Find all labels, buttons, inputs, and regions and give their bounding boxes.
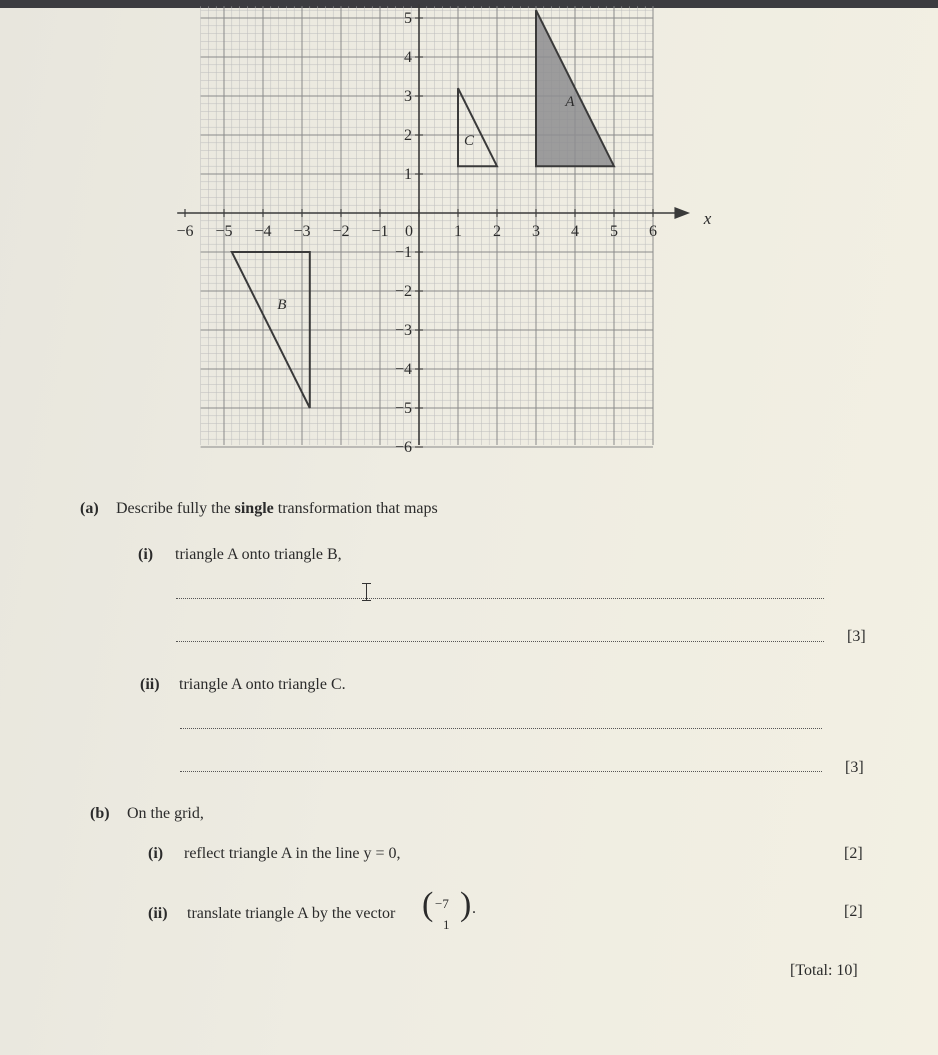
question-b-i-text: reflect triangle A in the line y = 0, — [184, 845, 401, 862]
y-tick-label: 2 — [404, 127, 412, 144]
x-tick-label: 4 — [571, 223, 579, 240]
question-b-label: (b) — [90, 805, 110, 822]
total-marks: [Total: 10] — [790, 962, 858, 979]
y-tick-label: −2 — [394, 283, 412, 300]
triangle-label-b: B — [277, 297, 287, 313]
y-tick-label: 5 — [404, 10, 412, 27]
answer-line-a-i-2[interactable] — [176, 641, 824, 642]
vector-end: . — [472, 900, 476, 917]
triangle-label-a: A — [565, 94, 575, 111]
answer-line-a-ii-1[interactable] — [180, 728, 822, 729]
vector-right-paren: ) — [460, 886, 472, 923]
y-tick-label: 1 — [404, 166, 412, 183]
question-b-ii-label: (ii) — [148, 905, 168, 922]
vector-left-paren: ( — [422, 886, 434, 923]
x-tick-label: 3 — [532, 223, 540, 240]
x-axis-arrow — [674, 207, 690, 219]
y-tick-label: −1 — [394, 244, 412, 261]
x-tick-label: 1 — [454, 223, 462, 240]
vector-top: −7 — [435, 896, 449, 911]
answer-line-a-ii-2[interactable] — [180, 771, 822, 772]
question-b-text: On the grid, — [127, 805, 204, 822]
question-a-i-label: (i) — [138, 546, 154, 563]
question-a-label: (a) — [80, 500, 99, 517]
marks-b-i: [2] — [844, 845, 863, 862]
triangle-label-c: C — [463, 133, 475, 150]
answer-line-a-i-1[interactable] — [176, 598, 824, 599]
question-a-text: Describe fully the single transformation that maps — [116, 500, 438, 517]
x-tick-label: 5 — [610, 223, 618, 240]
x-tick-label: −5 — [215, 223, 233, 240]
x-tick-label: −6 — [176, 223, 194, 240]
coordinate-grid — [0, 0, 938, 470]
x-tick-label: −4 — [254, 223, 272, 240]
x-tick-label: −2 — [332, 223, 350, 240]
marks-a-ii: [3] — [845, 759, 864, 776]
translation-vector — [422, 886, 482, 937]
x-tick-label: −3 — [293, 223, 311, 240]
marks-b-ii: [2] — [844, 903, 863, 920]
y-tick-label: 4 — [404, 49, 412, 66]
question-b-ii-text: translate triangle A by the vector — [187, 905, 396, 922]
question-b-i-label: (i) — [148, 845, 164, 862]
x-tick-label: 6 — [649, 223, 657, 240]
vector-bottom: 1 — [443, 917, 450, 932]
question-a-ii-text: triangle A onto triangle C. — [179, 676, 346, 693]
question-a-i-text: triangle A onto triangle B, — [175, 546, 342, 563]
x-tick-label: 0 — [405, 223, 413, 240]
y-tick-label: 3 — [404, 88, 412, 105]
y-tick-label: −5 — [394, 400, 412, 417]
y-tick-label: −4 — [394, 361, 412, 378]
x-axis-label: x — [703, 209, 712, 228]
y-tick-label: −6 — [394, 439, 412, 456]
question-a-ii-label: (ii) — [140, 676, 160, 693]
x-tick-label: −1 — [371, 223, 389, 240]
text-cursor-icon — [366, 583, 367, 601]
x-tick-label: 2 — [493, 223, 501, 240]
y-tick-label: −3 — [394, 322, 412, 339]
marks-a-i: [3] — [847, 628, 866, 645]
